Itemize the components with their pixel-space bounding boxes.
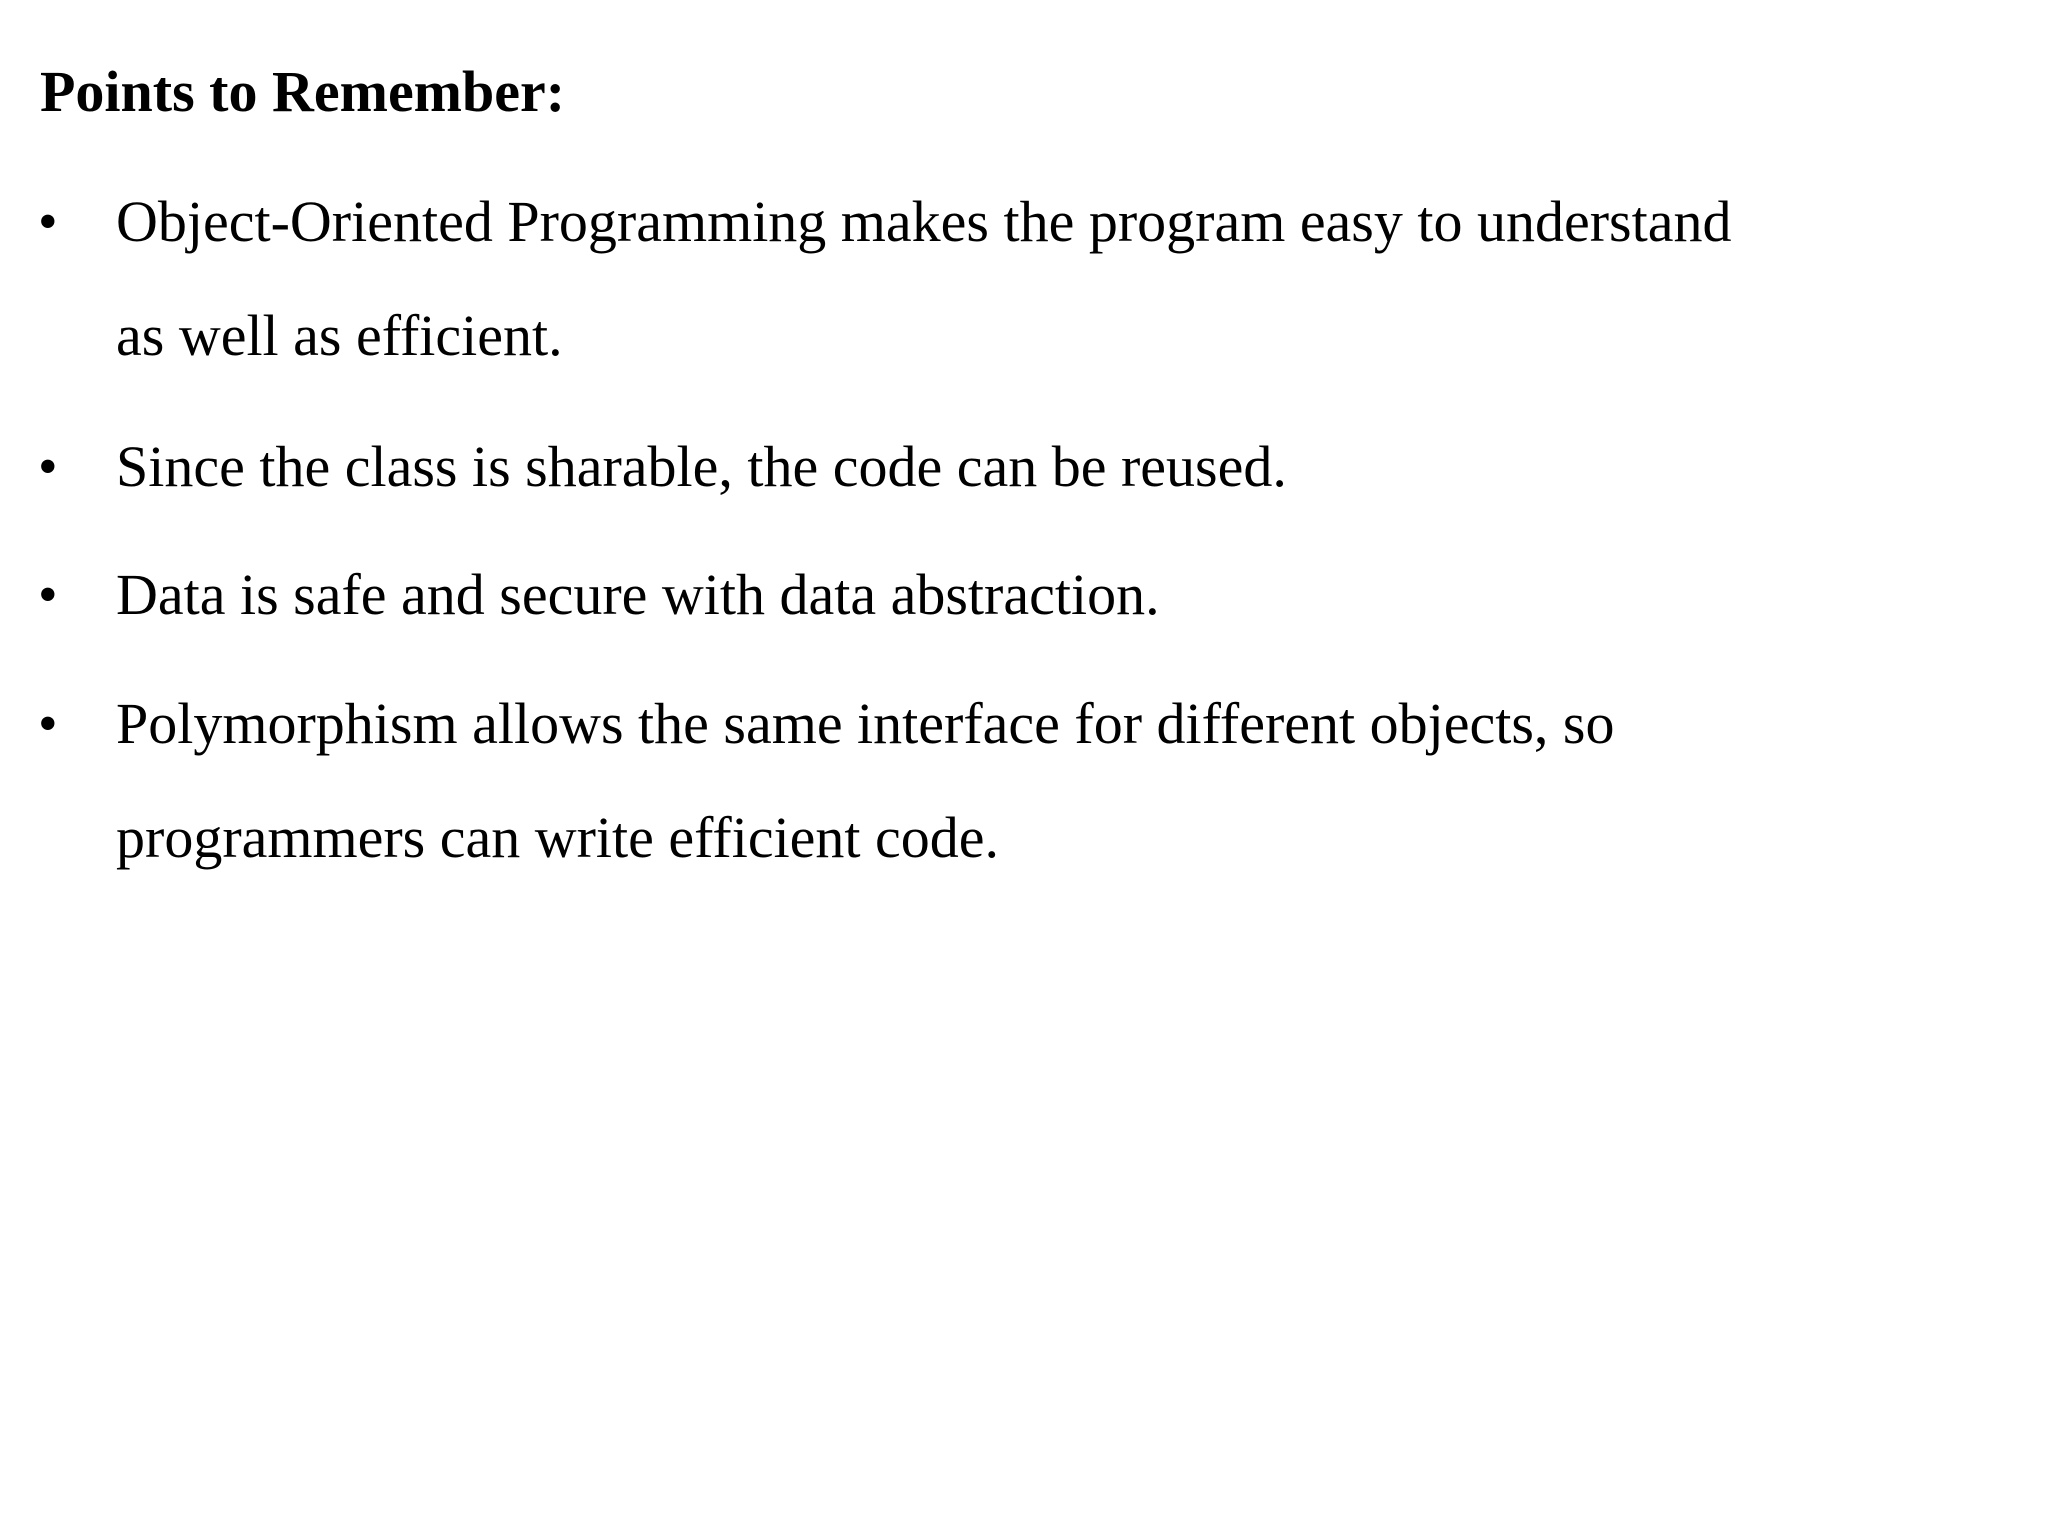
text-line: Polymorphism allows the same interface for different objects, so (116, 691, 1615, 756)
list-item-text (116, 667, 2016, 895)
text-line: as well as efficient. (116, 303, 563, 368)
bullet-icon: • (38, 564, 58, 626)
bullet-icon: • (38, 693, 58, 755)
text-line: Object-Oriented Programming makes the program easy to understand (116, 189, 1732, 254)
list-item-text (116, 410, 2016, 524)
list-item-text (116, 538, 2016, 652)
page-title: Points to Remember: (40, 59, 566, 124)
text-line: Since the class is sharable, the code can be reused. (116, 434, 1287, 499)
text-line: programmers can write efficient code. (116, 805, 1000, 870)
list-item-text (116, 165, 2016, 393)
bullet-icon: • (38, 191, 58, 253)
bullet-icon: • (38, 436, 58, 498)
text-line: Data is safe and secure with data abstraction. (116, 562, 1160, 627)
